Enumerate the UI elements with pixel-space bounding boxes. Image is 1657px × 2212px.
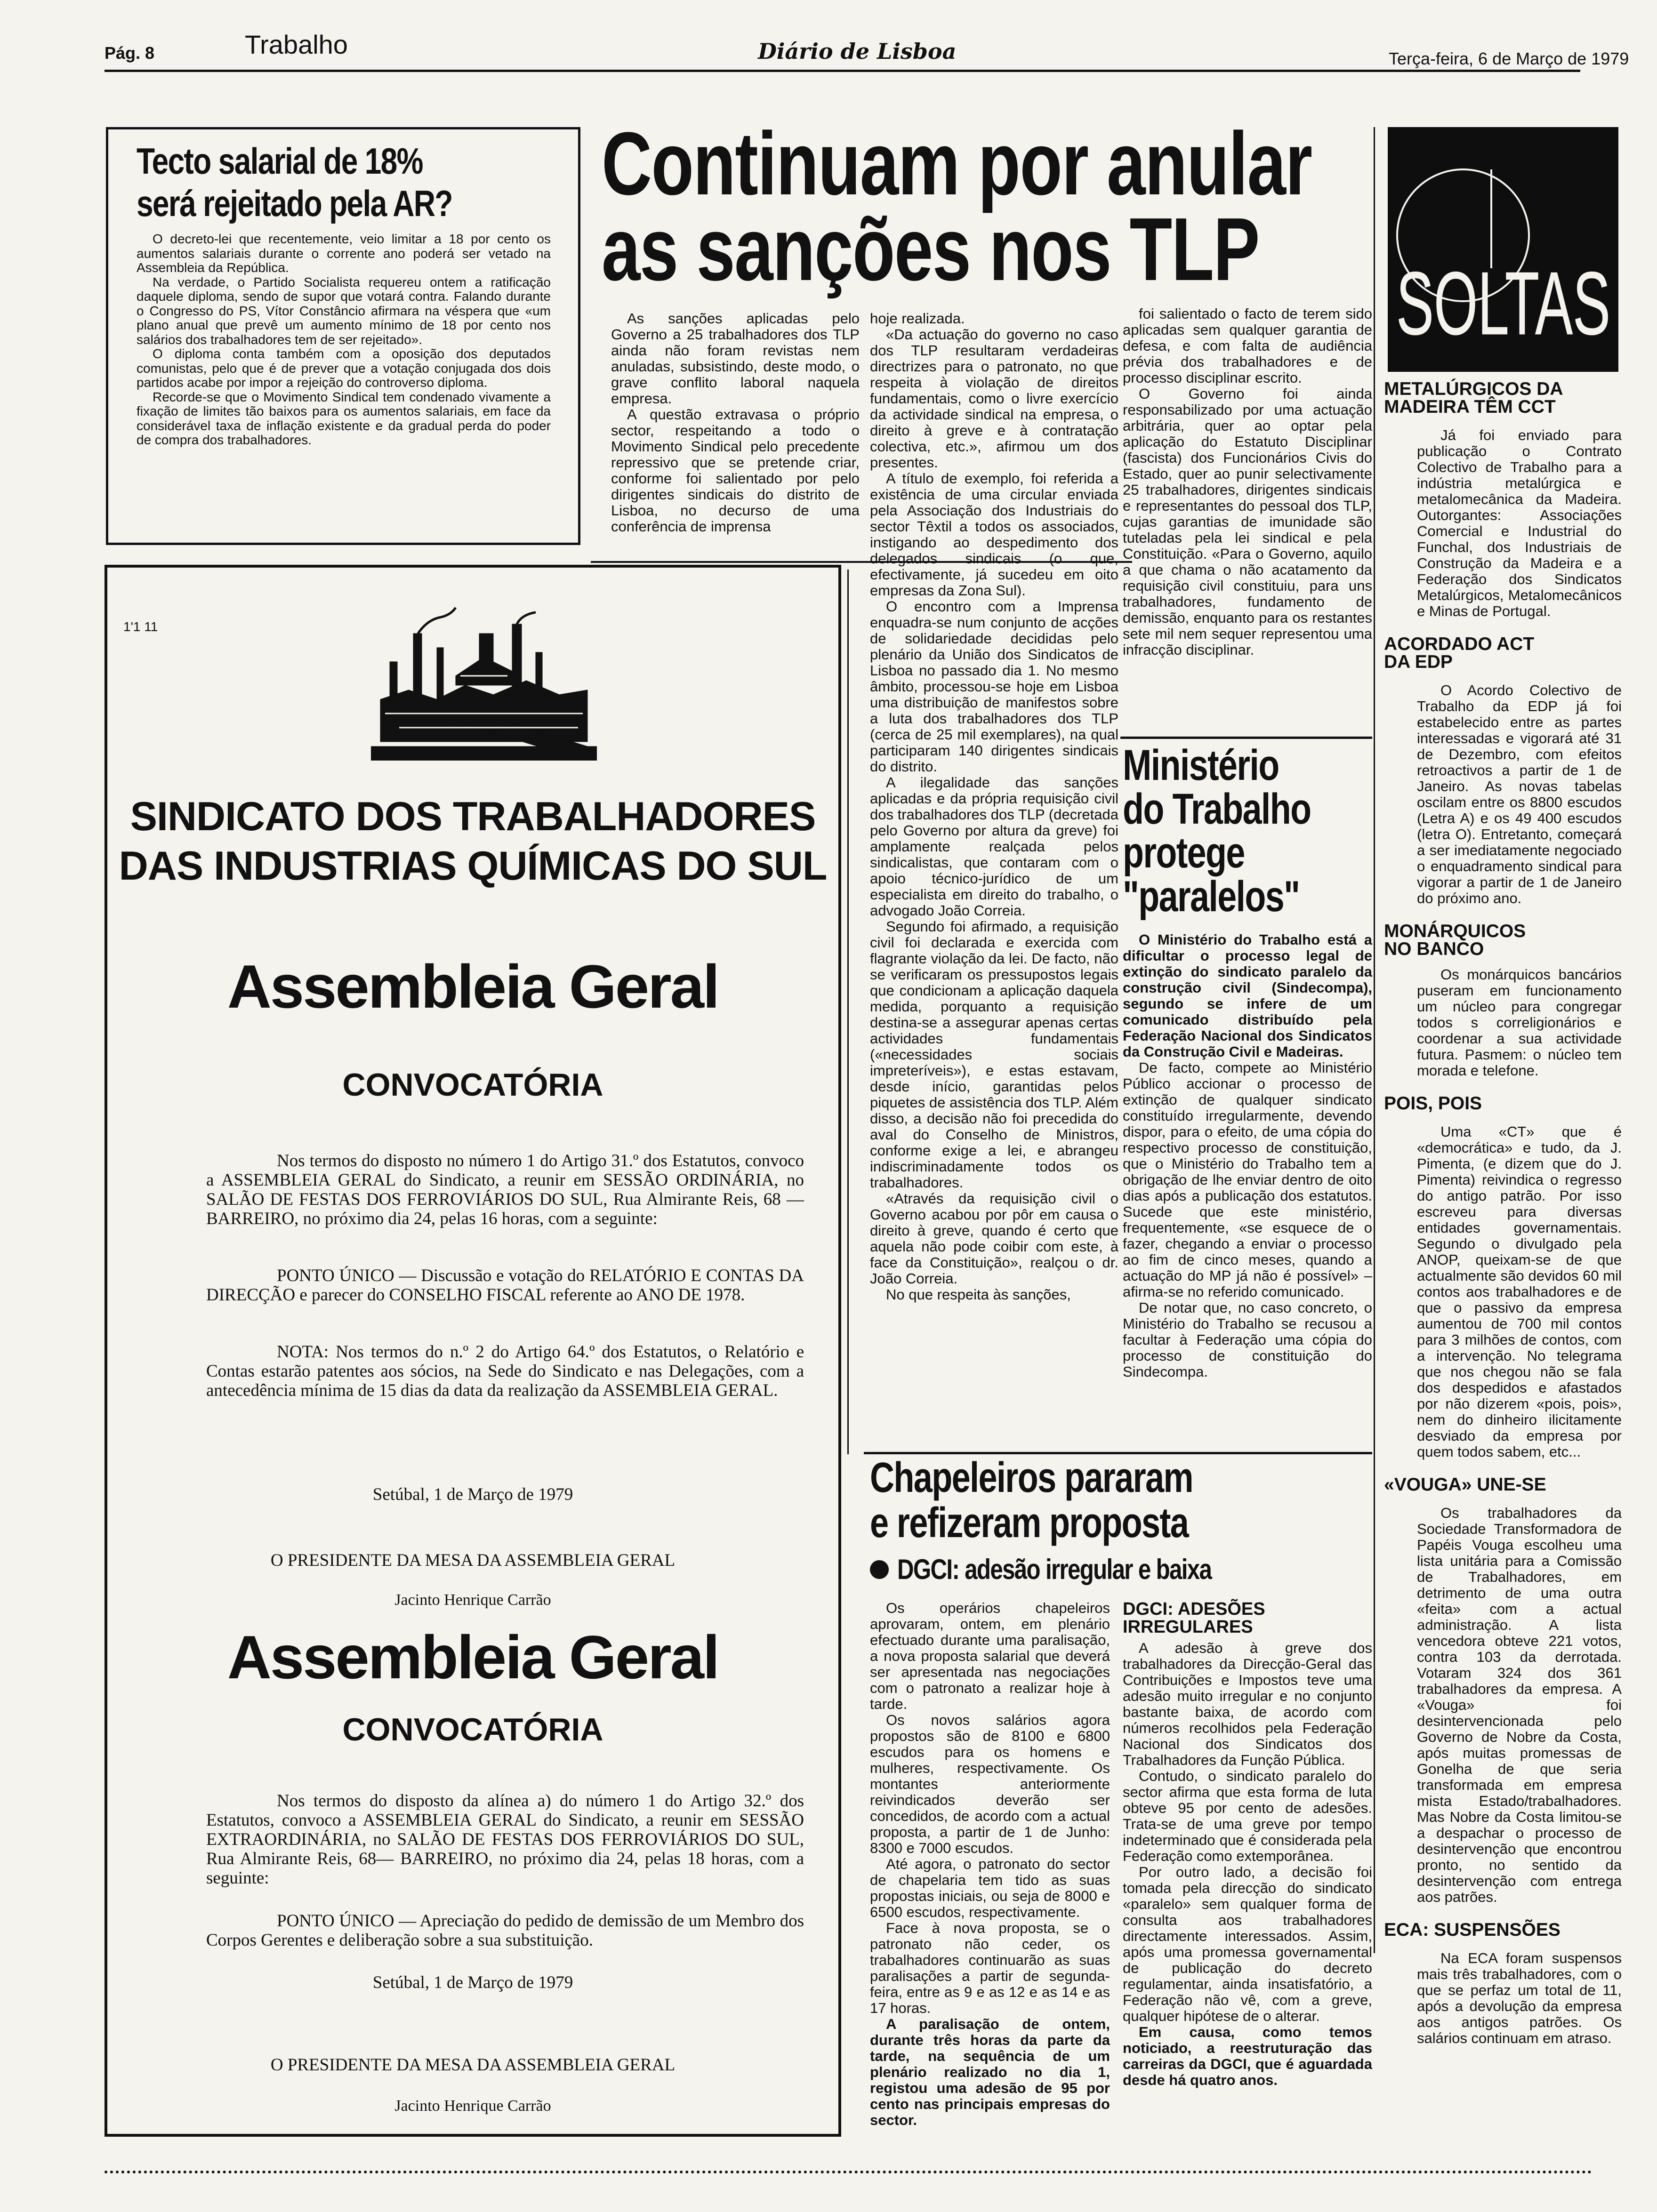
chapeleiros-paragraph: Contudo, o sindicato paralelo do sector afirma que esta forma de luta obteve 95 por cento de adesões. Trata-se de uma greve por tempo indeterminado que é considerada pela Federação como extemporânea.: [1123, 1768, 1372, 1864]
main-paragraph: «Através da requisição civil o Governo acabou por pôr em causa o direito à greve, quando é certo que aquela não pode coibir com este, à face da Constituição», realçou o dr. João Correia.: [870, 1190, 1118, 1287]
soltas-logo: [1388, 127, 1618, 372]
soltas-heading: POIS, POIS: [1384, 1093, 1482, 1114]
main-paragraph: O Governo foi ainda responsabilizado por uma actuação arbitrária, quer ao optar pela aplicação do Estatuto Disciplinar (fascista) dos Funcionários Civis do Estado, quer ao punir selectivamente 25 trabalhadores, dirigentes sindicais e representantes do pessoal dos TLP, cujas garantias de imunidade são tuteladas pela lei sindical e pela Constituição. «Para o Governo, aquilo a que chama o não acatamento da requisição civil constituiu, para uns trabalhadores, fundamento de demissão, enquanto para os restantes sete mil nem sequer representou uma infracção disciplinar.: [1123, 385, 1372, 658]
masthead: Diário de Lisboa: [758, 39, 957, 64]
notice-2-body: [206, 1791, 804, 1950]
main-paragraph: «Da actuação do governo no caso dos TLP resultaram verdadeiras directrizes para o patronato, no que respeita à violação de direitos fundamentais, como o livre exercício da actividade sindical na empresa, o direito à greve e à contratação colectiva, etc.», afirmou um dos presentes.: [870, 326, 1118, 471]
notice-2-subtitle: CONVOCATÓRIA: [342, 1712, 603, 1747]
main-paragraph: O encontro com a Imprensa enquadra-se num conjunto de acções de solidariedade decididas pelo plenário da União dos Sindicatos de Lisboa no passado dia 1. No mesmo âmbito, processou-se hoje em Lisboa uma distribuição de manifestos sobre a luta dos trabalhadores dos TLP (cerca de 25 mil exemplares), na qual participaram 140 dirigentes sindicais do distrito.: [870, 598, 1118, 775]
main-paragraph: foi salientado o facto de terem sido aplicadas sem qualquer garantia de defesa, e com falta de audiência prévia dos trabalhadores e de processo disciplinar escrito.: [1123, 305, 1372, 386]
soltas-heading: «VOUGA» UNE-SE: [1384, 1475, 1546, 1495]
main-paragraph: A título de exemplo, foi referida a existência de uma circular enviada pela Associação dos Industriais do sector Têxtil a todos os associados, instigando ao despedimento dos delegados sindicais (o que, efectivamente, já sucedeu em oito empresas da Zona Sul).: [870, 470, 1118, 599]
box-paragraph: Recorde-se que o Movimento Sindical tem condenado vivamente a fixação de limites tão baixos para os aumentos salariais, em face da considerável taxa de inflação existente e da gradual perda do poder de compra dos trabalhadores.: [137, 389, 551, 447]
chapeleiros-subheadline: [870, 1553, 1280, 1586]
main-headline-1: Continuam por anular: [602, 114, 1312, 214]
union-name-line-1: SINDICATO DOS TRABALHADORES: [130, 794, 816, 839]
notice-1-date: Setúbal, 1 de Março de 1979: [372, 1485, 573, 1504]
ministerio-body: [1123, 932, 1372, 1380]
advert-corner-mark: 1'1 11: [123, 619, 158, 634]
ministerio-headline-line: Ministério: [1123, 741, 1279, 789]
soltas-item: [1384, 1095, 1622, 1460]
ministerio-headline-line: protege: [1123, 829, 1245, 877]
soltas-item: [1384, 922, 1622, 1079]
main-headline-2: as sanções nos TLP: [602, 200, 1259, 299]
ministerio-paragraph: De facto, compete ao Ministério Público accionar o processo de extinção de qualquer sindicato constituído irregularmente, devendo dispor, para o efeito, de uma cópia do respectivo processo de constituição, que o Ministério do Trabalho tem a obrigação de lhe enviar dentro de oito dias após a publicação dos estatutos. Sucede que este ministério, frequentemente, «se esquece de o fazer, chegando a enviar o processo ao fim de cinco meses, quando a actuação do MP já não é possível» – afirma-se no referido comunicado.: [1123, 1059, 1372, 1300]
notice-2-agenda: PONTO ÚNICO — Apreciação do pedido de demissão de um Membro dos Corpos Gerentes e deliberação sobre a sua substituição.: [206, 1911, 804, 1950]
main-col-3: [1123, 306, 1372, 658]
soltas-text: Os trabalhadores da Sociedade Transformadora de Papéis Vouga escolheu uma lista unitária para a Comissão de Trabalhadores, em detrimento de uma outra «feita» com a actual administração. A lista vencedora obteve 221 votos, contra 103 da derrotada. Votaram 324 dos 361 trabalhadores da empresa. A «Vouga» foi desintervencionada pelo Governo de Nobre da Costa, após muitas promessas de Gonelha de que seria transformada em empresa mista Estado/trabalhadores. Mas Nobre da Costa limitou-se a despachar o processo de desintervenção que encontrou pronto, no sentido da desintervenção com entrega aos patrões.: [1417, 1505, 1622, 1905]
chapeleiros-paragraph: Face à nova proposta, se o patronato não ceder, os trabalhadores continuarão as suas paralisações a partir de segunda-feira, entre as 9 e as 12 e as 14 e as 17 horas.: [870, 1920, 1110, 2016]
notice-2-signatory-title: O PRESIDENTE DA MESA DA ASSEMBLEIA GERAL: [270, 2055, 676, 2075]
box-headline-1: Tecto salarial de 18%: [137, 140, 423, 182]
box-body: [137, 232, 551, 448]
chapeleiros-paragraph: Os novos salários agora propostos são de 8100 e 6800 escudos para os homens e mulheres, respectivamente. Os montantes anteriormente reivindicados deverão ser concedidos, de acordo com a actual proposta, a partir de 1 de Junho: 8300 e 7000 escudos.: [870, 1712, 1110, 1856]
main-col-1: [611, 311, 860, 535]
box-paragraph: Na verdade, o Partido Socialista requereu ontem a ratificação daquele diploma, sendo de supor que votará contra. Falando durante o Congresso do PS, Vítor Constâncio afirmara na véspera que «um plano anual que prevê um aumento mínimo de 18 por cento nos salários dos trabalhadores tem de ser rejeitado».: [137, 274, 551, 347]
soltas-logo-text: SOLTAS: [1396, 254, 1610, 353]
advert-box: [105, 565, 841, 2137]
box-article: [106, 127, 580, 545]
chapeleiros-subheadline-text: DGCI: adesão irregular e baixa: [897, 1554, 1212, 1585]
notice-1-signatory-title: O PRESIDENTE DA MESA DA ASSEMBLEIA GERAL: [270, 1551, 676, 1570]
column-divider: [847, 569, 849, 1454]
notice-1-note: NOTA: Nos termos do n.º 2 do Artigo 64.º dos Estatutos, o Relatório e Contas estarão patentes aos sócios, na Sede do Sindicato e nas Delegações, com a antecedência mínima de 15 dias da data da realização da ASSEMBLEIA GERAL.: [206, 1342, 804, 1400]
soltas-heading: ECA: SUSPENSÕES: [1384, 1920, 1560, 1940]
soltas-item: [1384, 380, 1622, 619]
main-paragraph: hoje realizada.: [870, 310, 965, 327]
chapeleiros-headline-2: e refizeram proposta: [870, 1499, 1189, 1547]
notice-1-subtitle: CONVOCATÓRIA: [342, 1067, 603, 1103]
bullet-icon: [870, 1560, 889, 1579]
chapeleiros-paragraph: Por outro lado, a decisão foi tomada pela direcção do sindicato «paralelo» sem qualquer forma de consulta aos trabalhadores directamente interessados. Assim, após uma promessa governamental de publicação do decreto regulamentar, ainda insatisfatório, a Federação não vê, com a greve, qualquer hipótese de o alterar.: [1123, 1864, 1372, 2024]
main-paragraph: As sanções aplicadas pelo Governo a 25 trabalhadores dos TLP ainda não foram revistas nem anuladas, subsistindo, deste modo, o grave conflito laboral naquela empresa.: [611, 310, 860, 407]
ministerio-paragraph: O Ministério do Trabalho está a dificultar o processo legal de extinção do sindicato paralelo da construção civil (Sindecompa), segundo se infere de um comunicado distribuído pela Federação Nacional dos Sindicatos da Construção Civil e Madeiras.: [1123, 931, 1372, 1060]
header-rule: [105, 70, 1580, 72]
notice-1-agenda: PONTO ÚNICO — Discussão e votação do RELATÓRIO E CONTAS DA DIRECÇÃO e parecer do CONSELHO FISCAL referente ao ANO DE 1978.: [206, 1266, 804, 1305]
main-col-2: [870, 311, 1118, 1303]
main-paragraph: No que respeita às sanções,: [886, 1286, 1071, 1303]
soltas-logo-art: [1388, 127, 1618, 372]
ministerio-top-rule: [1120, 737, 1372, 739]
factory-illustration: [371, 605, 597, 761]
soltas-item: [1384, 635, 1622, 906]
chapeleiros-paragraph: A adesão à greve dos trabalhadores da Direcção-Geral das Contribuições e Impostos teve uma adesão muito irregular e no conjunto bastante baixa, de acordo com números recolhidos pela Federação Nacional dos Sindicatos dos Trabalhadores da Função Pública.: [1123, 1640, 1372, 1768]
chapeleiros-paragraph: Os operários chapeleiros aprovaram, ontem, em plenário efectuado durante uma paralisação, a nova proposta salarial que deverá ser apresentada nas negociações com o patronato a realizar hoje à tarde.: [870, 1600, 1110, 1712]
section-title: Trabalho: [245, 30, 348, 59]
footer-rule: [105, 2171, 1592, 2177]
main-paragraph: A questão extravasa o próprio sector, respeitando a todo o Movimento Sindical pelo precedente repressivo que se pretende criar, conforme foi salientado por pelo dirigentes sindicais do distrito de Lisboa, no decurso de uma conferência de imprensa: [611, 406, 860, 535]
notice-2-date: Setúbal, 1 de Março de 1979: [372, 1973, 573, 1992]
ministerio-headline: [1123, 741, 1311, 921]
soltas-heading: ACORDADO ACT DA EDP: [1384, 634, 1535, 672]
chapeleiros-headline-1: Chapeleiros pararam: [870, 1454, 1193, 1501]
soltas-text: Uma «CT» que é «democrática» e tudo, da J. Pimenta, (e dizem que do J. Pimenta) reivindica o regresso do antigo patrão. Por isso escreveu para diversas entidades governamentais. Segundo o divulgado pela ANOP, queixam-se de que actualmente são devidos 60 mil contos aos trabalhadores e de que o passivo da empresa aumentou de 700 mil contos para 3 milhões de contos, com a intervenção. No telegrama que nos chegou não se fala dos despedidos e afastados por não dizerem «pois, pois», nem do dinheiro ilicitamente desviado da empresa por quem todos sabem, etc...: [1417, 1123, 1622, 1460]
page-date: Terça-feira, 6 de Março de 1979: [1389, 49, 1629, 68]
soltas-text: O Acordo Colectivo de Trabalho da EDP já foi estabelecido entre as partes interessadas e vigorará até 31 de Dezembro, com efeitos retroactivos a partir de 1 de Janeiro. As novas tabelas oscilam entre os 8800 escudos (Letra A) e os 49 400 escudos (letra O). Entretanto, começará a ser imediatamente negociado o enquadramento sindical para vigorar a partir de 1 de Janeiro do próximo ano.: [1417, 682, 1622, 906]
box-paragraph: O decreto-lei que recentemente, veio limitar a 18 por cento os aumentos salariais durante o corrente ano poderá ser vetado na Assembleia da República.: [137, 232, 551, 275]
soltas-item: [1384, 1921, 1622, 2046]
notice-1-paragraph: Nos termos do disposto no número 1 do Artigo 31.º dos Estatutos, convoco a ASSEMBLEIA GERAL do Sindicato, a reunir em SESSÃO ORDINÁRIA, no SALÃO DE FESTAS DOS FERROVIÁRIOS DO SUL, Rua Almirante Reis, 68 — BARREIRO, no próximo dia 24, pelas 16 horas, com a seguinte:: [206, 1151, 804, 1228]
chapeleiros-paragraph: Em causa, como temos noticiado, a reestruturação das carreiras da DGCI, que é aguardada desde há quatro anos.: [1123, 2024, 1372, 2088]
soltas-text: Já foi enviado para publicação o Contrato Colectivo de Trabalho para a indústria metalúrgica e metalomecânica da Madeira. Outorgantes: Associações Comercial e Industrial do Funchal, dos Industriais de Construção da Madeira e a Federação dos Sindicatos Metalúrgicos, Metalomecânicos e Minas de Portugal.: [1417, 427, 1622, 619]
notice-2-paragraph: Nos termos do disposto da alínea a) do número 1 do Artigo 32.º dos Estatutos, convoco a ASSEMBLEIA GERAL do Sindicato, a reunir em SESSÃO EXTRAORDINÁRIA, no SALÃO DE FESTAS DOS FERROVIÁRIOS DO SUL, Rua Almirante Reis, 68— BARREIRO, no próximo dia 24, pelas 18 horas, com a seguinte:: [206, 1791, 804, 1888]
ministerio-headline-line: "paralelos": [1123, 873, 1300, 921]
chapeleiros-col-2-heading: DGCI: ADESÕES IRREGULARES: [1123, 1599, 1265, 1637]
page-number: Pág. 8: [105, 43, 155, 63]
soltas-item: [1384, 1476, 1622, 1905]
soltas-text: Os monárquicos bancários puseram em funcionamento um núcleo para congregar todos s correligionários e coordenar a sua actividade futura. Pasmem: o núcleo tem morada e telefone.: [1417, 966, 1622, 1079]
box-headline-2: será rejeitado pela AR?: [137, 183, 452, 224]
column-divider-right: [1374, 127, 1375, 1953]
soltas-text: Na ECA foram suspensos mais três trabalhadores, com o que se perfaz um total de 11, após a devolução da empresa aos antigos patrões. Os salários continuam em atraso.: [1417, 1950, 1622, 2046]
notice-1-body: [206, 1151, 804, 1400]
box-paragraph: O diploma conta também com a oposição dos deputados comunistas, pelo que é de prever que a votação conjugada dos dois partidos acabe por impor a rejeição do controverso diploma.: [137, 346, 551, 390]
soltas-heading: METALÚRGICOS DA MADEIRA TÊM CCT: [1384, 379, 1563, 417]
notice-1-title: Assembleia Geral: [227, 952, 719, 1021]
ministerio-paragraph: De notar que, no caso concreto, o Ministério do Trabalho se recusou a facultar à Federação uma cópia do processo de constituição do Sindecompa.: [1123, 1299, 1372, 1380]
union-name-line-2: DAS INDUSTRIAS QUÍMICAS DO SUL: [119, 843, 827, 889]
chapeleiros-paragraph: Até agora, o patronato do sector de chapelaria tem tido as suas propostas iniciais, ou seja de 8000 e 6500 escudos, respectivamente.: [870, 1856, 1110, 1920]
chapeleiros-col-2: [1123, 1640, 1372, 2088]
soltas-heading: MONÁRQUICOS NO BANCO: [1384, 921, 1526, 959]
notice-2-signatory-name: Jacinto Henrique Carrão: [394, 2097, 551, 2115]
soltas-items: [1384, 380, 1622, 2046]
notice-2-title: Assembleia Geral: [227, 1623, 719, 1691]
ministerio-headline-line: do Trabalho: [1123, 785, 1311, 833]
main-paragraph: Segundo foi afirmado, a requisição civil foi declarada e exercida com flagrante violação da lei. De facto, não se verificaram os pressupostos legais que condicionam a aplicação daquela medida, porquanto a requisição destina-se a assegurar apenas certas actividades fundamentais («necessidades sociais impreteríveis»), e estas estavam, desde início, garantidas pelos piquetes de assistência dos TLP. Além disso, a decisão não foi precedida do aval do Conselho de Ministros, conforme exige a lei, e abrangeu indiscriminadamente todos os trabalhadores.: [870, 918, 1118, 1191]
chapeleiros-paragraph: A paralisação de ontem, durante três horas da parte da tarde, na sequência de um plenário realizado no dia 1, registou uma adesão de 95 por cento nas principais empresas do sector.: [870, 2016, 1110, 2128]
main-paragraph: A ilegalidade das sanções aplicadas e da própria requisição civil dos trabalhadores dos TLP (decretada pelo Governo por altura da greve) foi amplamente realçada pelos sindicalistas, que contaram com o apoio técnico-jurídico de um especialista em direito do trabalho, o advogado João Correia.: [870, 774, 1118, 919]
notice-1-signatory-name: Jacinto Henrique Carrão: [394, 1591, 551, 1609]
chapeleiros-col-1: [870, 1600, 1110, 2128]
